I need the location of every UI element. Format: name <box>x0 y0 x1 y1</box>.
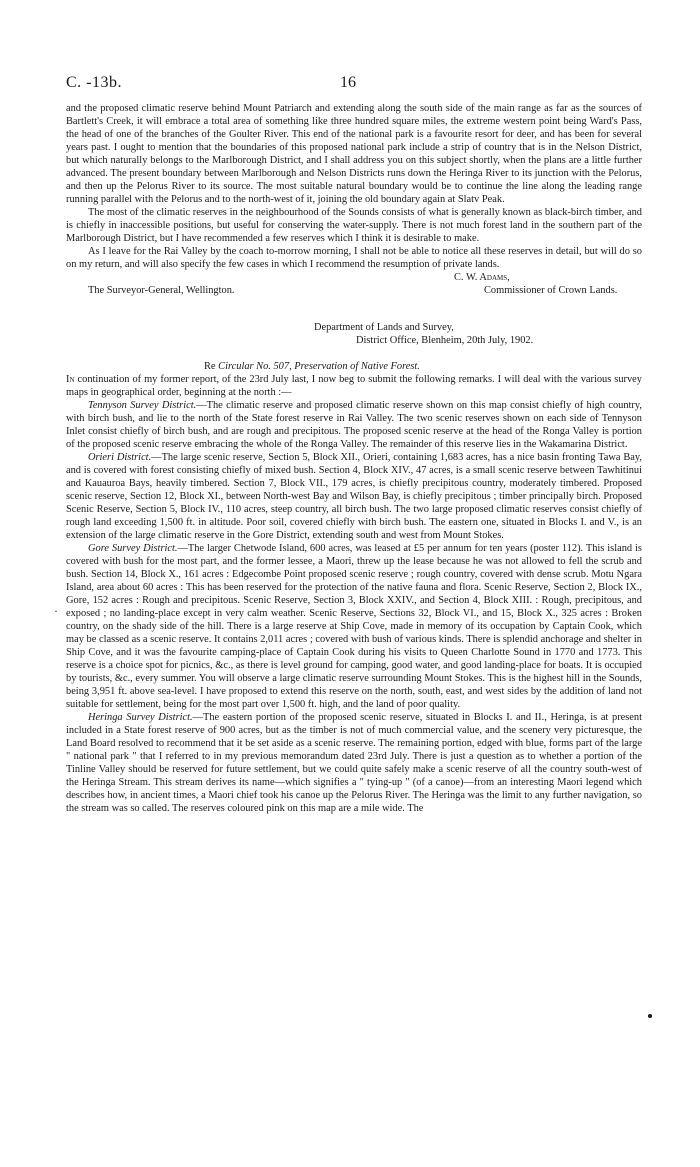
heringa-heading: Heringa Survey District. <box>88 712 193 723</box>
paragraph-rai-valley: As I leave for the Rai Valley by the coach to-morrow morning, I shall not be able to notice all these reserves in detail, but will do so on my return, and will also specify the few cases in which I recommend the resumption of private lands. <box>66 246 642 270</box>
paragraph-tennyson <box>66 399 642 451</box>
paragraph-national-park: and the proposed climatic reserve behind Mount Patriarch and extending along the south side of the main range as far as the sources of Bartlett's Creek, it will embrace a total area of something like three hundred square miles, the extreme western point being Ward's Pass, the head of one of the branches of the Goulter River. This end of the national park is a favourite resort for deer, and has been for several years past. I ought to mention that the boundaries of this proposed national park include a strip of country that is in the Nelson District, but which naturally belongs to the Marlborough District, and I shall address you on this subject shortly, when the plans are a little further advanced. The present boundary between Marlborough and Nelson Districts runs down the Heringa River to its junction with the Pelorus, and then up the Pelorus River to its source. The most suitable natural boundary would be to continue the line along the leading range running parallel with the Pelorus and to the north-west of it, joining the old boundary again at Slatv Peak. <box>66 103 642 205</box>
margin-dot: · <box>54 604 58 618</box>
paragraph-orieri <box>66 451 642 542</box>
gore-heading: Gore Survey District. <box>88 543 178 554</box>
paragraph-climatic-reserves: The most of the climatic reserves in the neighbourhood of the Sounds consists of what is generally known as black-birch timber, and is chiefly in inaccessible positions, but useful for conserving the water-supply. There is not much forest land in the southern part of the Marlborough District, but I have recommended a few reserves which I think it is desirable to make. <box>66 207 642 244</box>
gore-text: —The larger Chetwode Island, 600 acres, was leased at £5 per annum for ten years (poster 112). This island is covered with bush for the most part, and the former lessee, a Maori, threw up the lease because he was not allowed to fell the scrub and bush. Section 14, Block X., 161 acres : Edgecombe Point proposed scenic reserve ; rough country, covered with dense scrub. Motu Ngara Island, area about 60 acres : This has been reserved for the protection of the native fauna and flora. Scenic Reserve, Section 2, Block IX., Gore, 152 acres : Rough and precipitous. Scenic Reserve, Section 3, Block XXIV., and Section 4, Block XIII. : Rough, precipitous, and exposed ; no landing-place except in very calm weather. Scenic Reserve, Sections 32, Block VI., and 15, Block X., 325 acres : Broken country, on the shady side of the hill. There is a large reserve at Ship Cove, made in memory of its occupation by Captain Cook, which may be classed as a scenic reserve. It contains 2,011 acres ; covered with bush of various kinds. There is splendid anchorage and shelter in Ship Cove, and it was the favourite camping-place of Captain Cook during his visits to Queen Charlotte Sound in 1770 and 1773. This reserve is a choice spot for picnics, &c., as there is level ground for camping, good water, and good landing-place for boats. It is occupied by tourists, &c., every summer. You will observe a large climatic reserve surrounding Mount Stokes. This is the highest hill in the Sounds, being 3,951 ft. above sea-level. I have proposed to extend this reserve on the north, south, east, and west sides by the addition of land not suitable for settlement, being for the most part over 1,500 ft. high, and the land of poor quality. <box>66 543 642 710</box>
margin-bullet <box>648 1014 652 1018</box>
addressee: The Surveyor-General, Wellington. <box>88 285 235 296</box>
page-number: 16 <box>340 74 356 91</box>
intro-lead: In <box>66 374 75 385</box>
heringa-text: —The eastern portion of the proposed scenic reserve, situated in Blocks I. and II., Heringa, is at present included in a State forest reserve of 900 acres, but as the timber is not of much commercial value, and the scenery very picturesque, the Land Board resolved to recommend that it be set aside as a scenic reserve. The remaining portion, edged with blue, forms part of the large " national park " that I referred to in my previous memorandum dated 23rd July. There is just a question as to whether a portion of the Tinline Valley should be reserved for future settlement, but we could quite safely make a scenic reserve of all the country south-west of the Heringa Stream. This stream derives its name—which signifies a " tying-up " (of a canoe)—from an interesting Maori legend which describes how, in ancient times, a Maori chief took his canoe up the Pelorus River. The Heringa was the limit to any further navigation, so the stream was so called. The reserves coloured pink on this map are a mile wide. The <box>66 712 642 814</box>
orieri-heading: Orieri District. <box>88 452 152 463</box>
letter-heading <box>66 321 642 360</box>
page-reference: C. -13b. <box>66 74 122 91</box>
tennyson-heading: Tennyson Survey District. <box>88 400 197 411</box>
subject-prefix: Re <box>204 361 216 372</box>
signature-block <box>66 271 642 297</box>
orieri-text: —The large scenic reserve, Section 5, Block XII., Orieri, containing 1,683 acres, has a nice basin fronting Tawa Bay, and is covered with forest consisting chiefly of mixed bush. Section 4, Block XIV., 47 acres, is a small scenic reserve between Tawhitinui and Kauauroa Bays, heavily timbered. Section 7, Block VII., 179 acres, is chiefly precipitous country, moderately timbered. Proposed scenic reserve, Section 12, Block XI., between North-west Bay and Wilson Bay, is chiefly precipitous ; timber principally birch. Proposed Scenic Reserve, Section 5, Block IV., 110 acres, steep country, all birch bush. The two large proposed climatic reserves consist chiefly of rough land exceeding 1,500 ft. in altitude. Poor soil, covered chiefly with birch bush. The eastern one, situated in Blocks I. and V., is an extension of the large climatic reserve in the Gore District, extending south and west from Mount Stokes. <box>66 452 642 541</box>
subject-text: Circular No. 507, Preservation of Native Forest. <box>218 361 420 372</box>
tennyson-text: —The climatic reserve and proposed climatic reserve shown on this map consist chiefly of high country, with birch bush, and lie to the north of the State forest reserve in Rai Valley. The two scenic reserves shown on each side of Tennyson Inlet consist chiefly of birch bush, and are rough and precipitous. The proposed scenic reserve at the head of the Ronga Valley is portion of the proposed scenic reserve embracing the whole of the Ronga Valley. The remainder of this reserve lies in the Wakamarina District. <box>66 400 643 450</box>
subject-line <box>66 360 642 373</box>
signatory-name: C. W. Adams, <box>454 272 510 283</box>
office-date-line: District Office, Blenheim, 20th July, 1902. <box>356 335 534 346</box>
signatory-title: Commissioner of Crown Lands. <box>484 285 618 296</box>
department-line: Department of Lands and Survey, <box>314 322 454 333</box>
paragraph-gore <box>66 542 642 711</box>
document-body <box>66 102 642 815</box>
intro-text: continuation of my former report, of the 23rd July last, I now beg to submit the following remarks. I will deal with the various survey maps in geographical order, beginning at the north :— <box>66 374 642 398</box>
paragraph-intro <box>66 373 642 399</box>
paragraph-heringa <box>66 711 642 815</box>
